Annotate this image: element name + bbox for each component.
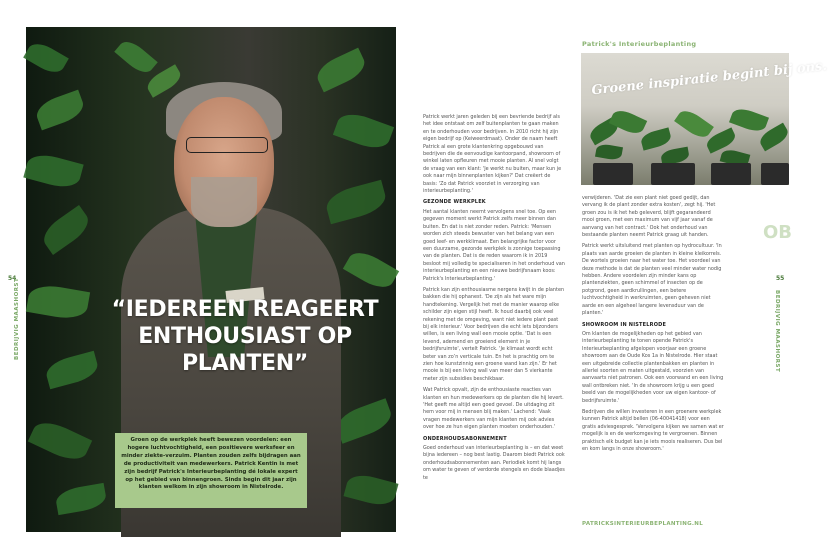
paragraph: Patrick werkt uitsluitend met planten op hydrocultuur. 'In plaats van aarde groeien de planten in kleine kleikorrels. De wortels groeien naar het water toe. Het voordeel van deze methode is dat de planten veel minder water nodig hebben. Andere voordelen zijn minder kans op plantenziekten, geen schimmel of insecten op de potgrond, geen aardkrullingen, een betere luchtvochtigheid in werkruimten, geen geheven niet aarde en een algeheel langere levensduur van de planten.' [582,243,722,317]
brand-header: Patrick's Interieurbeplanting [582,40,697,48]
section-label-right: BEDRIJVIG MAASHORST [774,290,780,373]
subheading: ONDERHOUDSABONNEMENT [423,435,507,442]
paragraph: Het aantal klanten neemt vervolgens snel toe. Op een gegeven moment werkt Patrick zelfs meer binnen dan buiten. En dat is niet zonder reden. Patrick: 'Mensen worden zich steeds bewuster van het belang van een goed leef- en werkklimaat. Een belangrijke factor voor een duurzame, gezonde werkplek is zonnige toepassing van de planten. Dat is de reden waarom ik in 2019 besloot mij volledig te specialiseren in het onderhoud van interieurbeplanting en een nieuwe bedrijfsnaam koos: Patrick's Interieurbeplanting.' [423,208,565,282]
article-column-2 [582,195,724,457]
website-url[interactable]: PATRICKSINTERIEURBEPLANTING.NL [582,521,704,527]
intro-text: Groen op de werkplek heeft bewezen voordelen: een hogere luchtvochtigheid, een positievere werksfeer en minder ziekte-verzuim. Planten zouden zelfs bijdragen aan de productiviteit van medewerkers. Patrick Kentin is met zijn bedrijf Patrick's Interieurbeplanting dé lokale expert op het gebied van binnengroen. Sinds begin dit jaar zijn klanten welkom in zijn showroom in Nistelrode. [121,437,301,491]
subheading: SHOWROOM IN NISTELRODE [582,321,667,328]
paragraph: Bedrijven die willen investeren in een groenere werkplek kunnen Patrick altijd bellen (06-40041418) voor een gratis adviesgesprek. 'Vervolgens kijken we samen wat er mogelijk is en de werkomgeving te vergroenen. Binnen praktisch elk budget kan je iets moois realiseren. Dus bel en kom langs in onze showroom.' [582,408,724,452]
paragraph: Wat Patrick opvalt, zijn de enthousiaste reacties van klanten en hun medewerkers op de planten die hij levert. 'Het geeft me altijd een goed gevoel. De uitdaging zit hem voor mij in mensen blij maken.' Lachend: 'Vaak vragen medewerkers van mijn klanten mij ook advies over hoe ze hun eigen planten moeten onderhouden.' [423,387,564,431]
subheading: GEZONDE WERKPLEK [423,199,486,206]
showroom-photo [581,53,828,185]
paragraph: Goed onderhoud van interieurbeplanting is – en dat weet bijna iedereen – nog best lastig. Daarom biedt Patrick ook onderhoudsabonnementen aan. Periodiek komt hij langs om water te geven of verdorde stengels en dode blaadjes te [423,445,565,481]
section-label-left: BEDRIJVIG MAASHORST [14,277,20,360]
page-number-left: 54 [8,275,17,282]
headline-quote: “IEDEREEN REAGEERT ENTHOUSIAST OP PLANTEN” [111,297,379,376]
paragraph: Patrick werkt jaren geleden bij een bevriende bedrijf als het idee ontstaat om zelf buitenplanten te gaan maken en te onderhouden voor bedrijven. In 2010 richt hij zijn eigen bedrijf op (Keiweerdmaat). Onder de naam heeft Patrick al een grote klantenkring opgebouwd van bedrijven die de eenvoudige kantoorpand, showroom of winkel laten opfleuren met mooie planten. Al snel volgt de vraag van een klant: 'Je werkt nu buiten, maar kun je ook naar mijn binnenplanten kijken?' Dat creëert de basis: 'Zo dat Patrick voorziet in verzorging van interieurbeplanting.' [423,114,562,195]
paragraph: Om klanten de mogelijkheden op het gebied van interieurbeplanting te tonen opende Patrick's Interieurbeplanting afgelopen voorjaar een groene showroom aan de Oude Kos 1a in Nistelrode. Hier staat een uitgebreide collectie plantenbakken en planten in allerlei soorten en maten uitgestald, voorzien van aanvaarts niet patronen. Ook een voorwand en een living wall ontbreken niet. 'In de showroom krijg u een goed beeld van de mogelijkheden voor uw eigen kantoor- of bedrijfsruimte.' [582,330,724,404]
article-column-1 [423,114,565,486]
intro-box [115,433,307,508]
wall-slogan: Groene inspiratie begint bij ons. [590,58,828,99]
paragraph: Patrick kan zijn enthousiasme nergens kwijt in de planten bakken die hij ophanest. 'De zijn als het ware mijn handtekening. Vergelijk het met de manier waarop elke schilder zijn eigen stijl heeft. Ik houd daarbij ook veel rekening met de omgeving, want niet iedere plant past bij elk interieur.' Voor bedrijven die echt iets bijzonders willen, is een living wall een mooie optie. 'Dat is een levend, ademend en groeiend element in je bedrijfsruimte', vertelt Patrick. 'Je klimaat wordt echt beter van zo’n verticale tuin. En het is prachtig om te zien hoe kunstzinnig een groene wand kan zijn.' Er het mooie is bij een living wall van meer dan 5 vierkante meter zijn subsidies beschikbaar. [423,286,565,382]
ob-watermark: OB [763,222,793,243]
paragraph: verwijderen. 'Dat zie een plant niet goed gedijt, dan vervang ik de plant zonder extra kosten', zegt hij. 'Het groen zou is ik het heb geleverd, blijft gegarandeerd mooi groen, met een maximum van vijf jaar vanaf de aanvang van het contract.' Ook het onderhoud van bestaande planten neemt Patrick graag uit handen. [582,195,716,239]
page-number-right: 55 [776,275,785,282]
